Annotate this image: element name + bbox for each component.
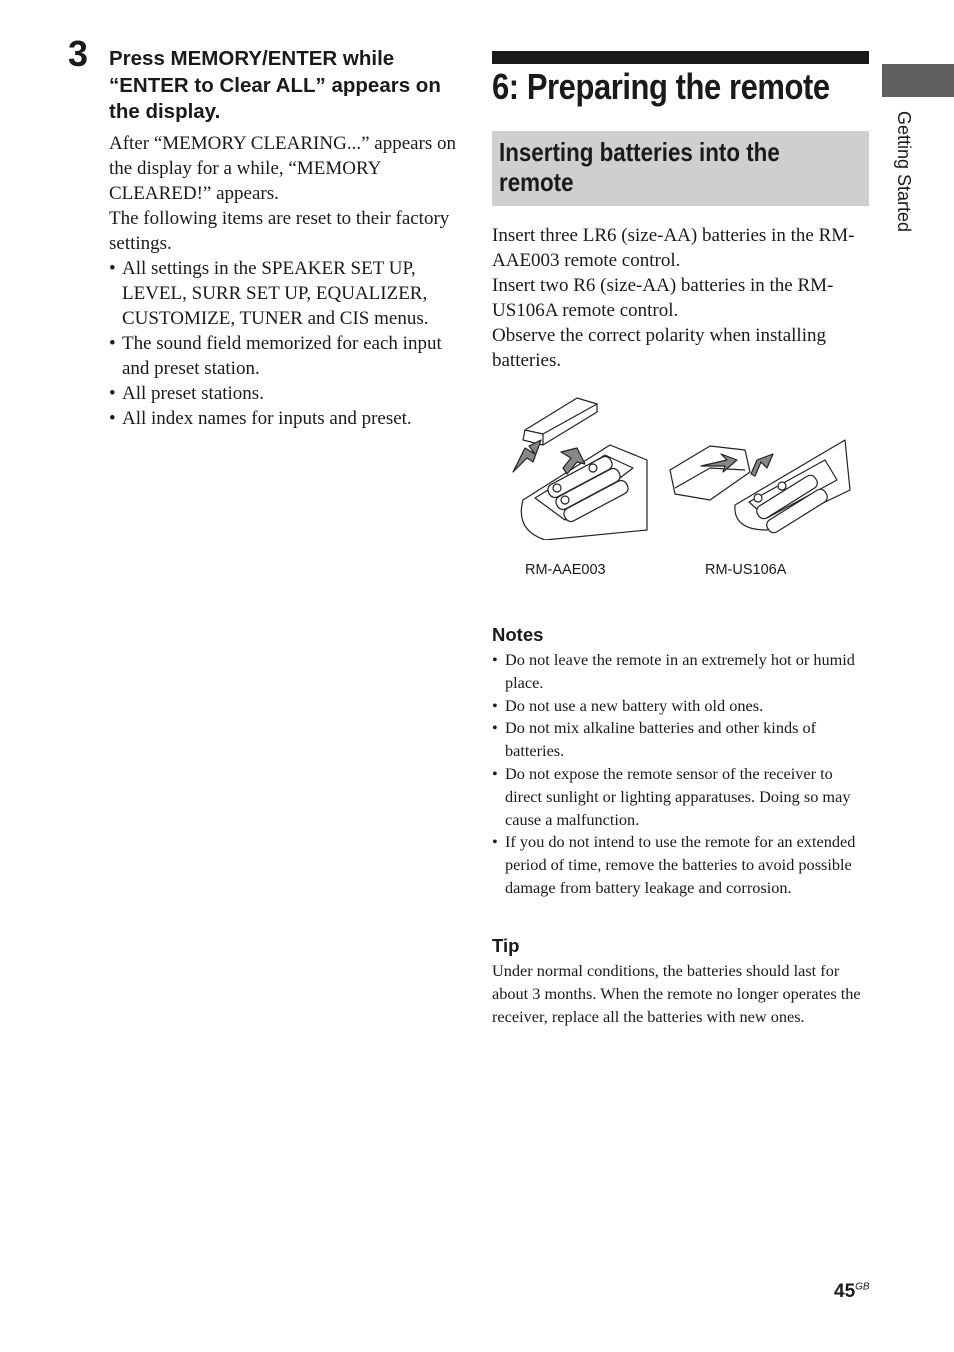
caption-rm-aae003: RM-AAE003 <box>525 562 606 578</box>
list-item: • All preset stations. <box>109 381 459 406</box>
list-item: • Do not mix alkaline batteries and other kinds of batteries. <box>492 717 869 763</box>
step-paragraph-1: After “MEMORY CLEARING...” appears on the display for a while, “MEMORY CLEARED!” appears. <box>109 133 457 204</box>
list-item: • If you do not intend to use the remote for an extended period of time, remove the batteries to avoid possible damage from battery leakage and corrosion. <box>492 831 869 899</box>
list-item: • Do not leave the remote in an extremely hot or humid place. <box>492 649 869 695</box>
list-item: • Do not expose the remote sensor of the receiver to direct sunlight or lighting apparatuses. Doing so may cause a malfunction. <box>492 763 869 831</box>
chapter-tab-label: Getting Started <box>894 111 914 233</box>
list-item: • Do not use a new battery with old ones. <box>492 695 869 718</box>
list-item: • All settings in the SPEAKER SET UP, LEVEL, SURR SET UP, EQUALIZER, CUSTOMIZE, TUNER and CIS menus. <box>109 256 459 331</box>
step-number: 3 <box>68 33 89 74</box>
tip-text: Under normal conditions, the batteries should last for about 3 months. When the remote no longer operates the receiver, replace all the batteries with new ones. <box>492 961 861 1026</box>
instruction-paragraph-3: Observe the correct polarity when installing batteries. <box>492 325 826 371</box>
step-title: Press MEMORY/ENTER while “ENTER to Clear ALL” appears on the display. <box>109 47 441 123</box>
page-number <box>834 1281 870 1303</box>
remote-aae003-drawing <box>513 398 647 540</box>
page-number-value: 45 <box>834 1281 856 1302</box>
instruction-paragraph-2: Insert two R6 (size-AA) batteries in the RM-US106A remote control. <box>492 275 834 321</box>
battery-instructions <box>492 223 869 373</box>
battery-insertion-illustration <box>505 390 860 540</box>
list-item: • All index names for inputs and preset. <box>109 406 459 431</box>
subsection-title: Inserting batteries into the remote <box>499 137 780 197</box>
step-paragraph-2: The following items are reset to their factory settings. <box>109 208 450 254</box>
list-item: • The sound field memorized for each input and preset station. <box>109 331 459 381</box>
instruction-paragraph-1: Insert three LR6 (size-AA) batteries in the RM-AAE003 remote control. <box>492 225 855 271</box>
notes-list <box>492 649 869 900</box>
tip-heading: Tip <box>492 935 520 956</box>
reset-items-list <box>109 256 459 431</box>
section-rule <box>492 51 869 64</box>
remote-us106a-drawing <box>670 440 850 535</box>
notes-heading: Notes <box>492 624 544 645</box>
section-title: 6: Preparing the remote <box>492 66 830 107</box>
step-body <box>109 131 459 431</box>
chapter-tab-marker <box>882 64 954 97</box>
page-number-suffix: GB <box>855 1281 870 1293</box>
caption-rm-us106a: RM-US106A <box>705 562 787 578</box>
